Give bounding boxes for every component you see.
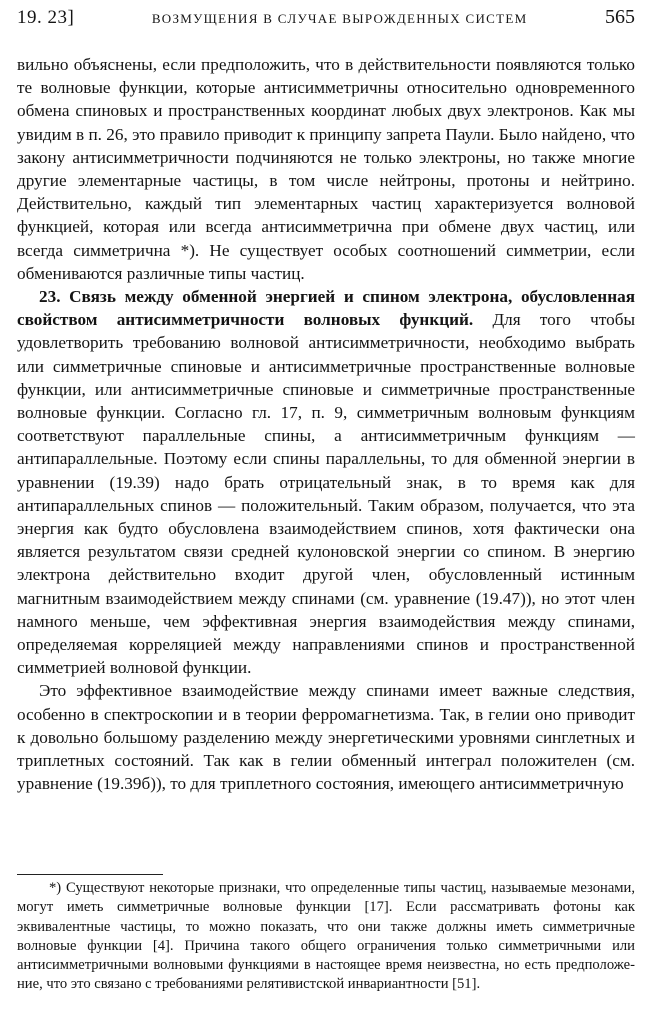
section-body: Для того чтобы удовлетворить требованию волновой антисимметричности, необходимо выбрать или симметричные спиновые и антисимметричные пространственные волновые функции, или антисимметричные спиновые и симметричные пространственные волновые функции. Согласно гл. 17, п. 9, симметричным волновым функциям соответствуют параллельные спины, а антисимметричным функциям — антипараллельные. Поэтому если спины параллельны, то для обменной энергии в уравнении (19.39) надо брать отрицательный знак, в то время как для антипараллельных спинов — положительный. Таким образом, получается, что эта энергия как будто обусловлена взаимодействием спинов, хотя фактически она является результатом связи средней кулоновской энергии со спином. В энергию электрона действительно входит другой член, обусловленный истинным магнитным взаимодействием между спинами (см. уравнение (19.47)), но этот член намного меньше, чем эффективная энергия взаимодействия между спинами, определяемая корреляцией между направлениями спинов и пространственной симметрией волновой функции. (17, 310, 635, 678)
page-number: 565 (604, 6, 635, 28)
paragraph-continuation: вильно объяснены, если предположить, что в действительности появляются только те волновые функции, которые антисимметричны относительно одновременного обмена спиновых и пространственных координат любых двух электронов. Как мы увидим в п. 26, это правило приводит к принципу запрета Паули. Было найдено, что закону антисимметричности подчиняются не только электроны, но также многие другие элементарные частицы, в том числе нейтроны, протоны и нейтрино. Действительно, каждый тип элементарных частиц характеризуется волновой функцией, которая или всегда антисимметрична при обмене двух частиц, или всегда симметрична *). Не существует особых соотношений симметрии, если обмениваются различные типы частиц. (17, 55, 635, 283)
chapter-title: ВОЗМУЩЕНИЯ В СЛУЧАЕ ВЫРОЖДЕННЫХ СИСТЕМ (151, 11, 528, 26)
section-reference: 19. 23] (17, 7, 75, 28)
footnote-rule (17, 874, 163, 875)
footnote: *) Существуют некоторые признаки, что определенные типы частиц, называемые мезонами, могут иметь симметричные волновые функции [17]. Если рассматривать фотоны как эквивалентные частицы, то можно показать, что они также должны иметь симметричные волновые функции [4]. Причина такого общего ограничения только симметричными или антисимметричными волновыми функциями в настоящее время неизвестна, но есть предположение, что это связано с требованиями релятивистской инвариантности [51]. (17, 880, 635, 993)
running-head (17, 6, 635, 32)
section-heading: 23. Связь между обменной энергией и спином электрона, обусловленная свойством антисимметричности волновых функций. (17, 287, 635, 330)
paragraph: Это эффективное взаимодействие между спинами имеет важные следствия, особенно в спектроскопии и в теории ферромагнетизма. Так, в гелии оно приводит к довольно большому разделению между энергетическими уровнями синглетных и триплетных состояний. Так как в гелии обменный интеграл положителен (см. уравнение (19.39б)), то для триплетного состояния, имеющего антисимметричную (17, 681, 635, 794)
body-text (17, 53, 635, 796)
section-paragraph (17, 285, 635, 679)
